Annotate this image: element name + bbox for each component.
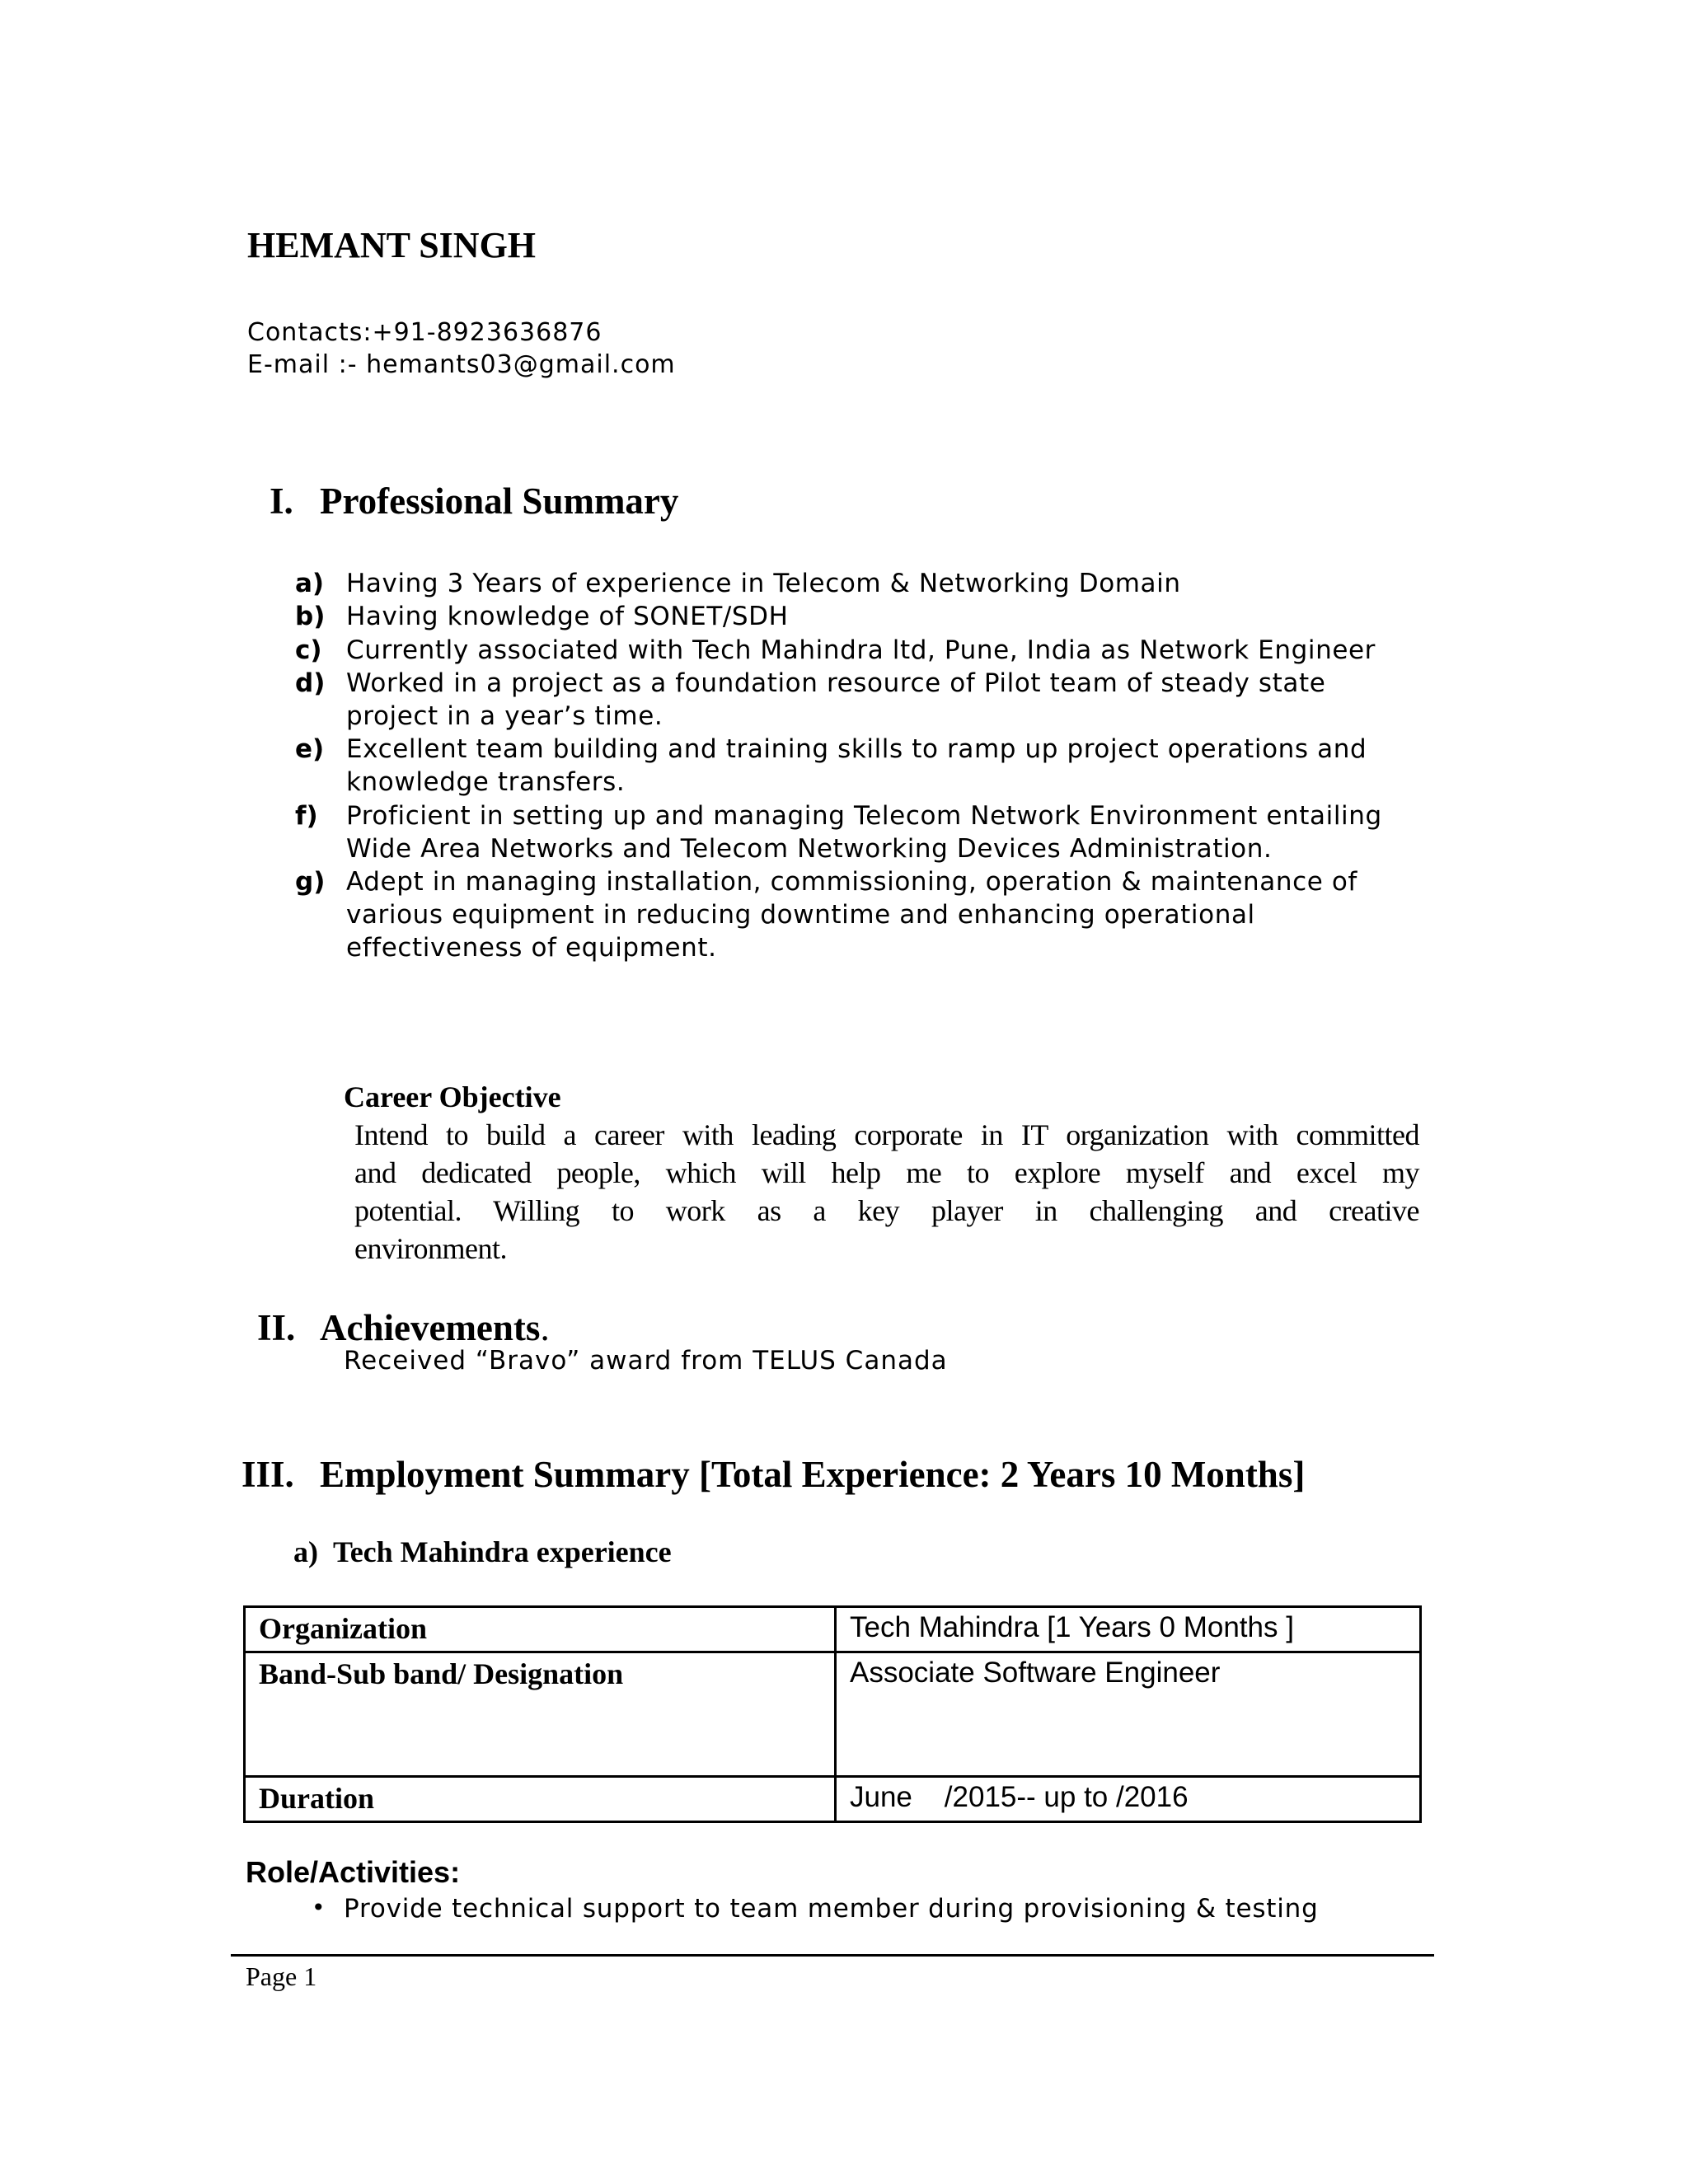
bullet-icon: • [312, 1894, 326, 1921]
achievement-text: Received “Bravo” award from TELUS Canada [344, 1346, 948, 1376]
item-text: Having 3 Years of experience in Telecom & Networking Domain [346, 569, 1181, 598]
item-text: project in a year’s time. [346, 701, 663, 731]
item-label: a) [295, 569, 325, 598]
item-label: e) [295, 734, 325, 764]
item-text: Proficient in setting up and managing Telecom Network Environment entailing [346, 801, 1382, 831]
table-row [245, 1607, 1421, 1652]
section-title-suffix: . [540, 1307, 550, 1348]
duration-value: June /2015-- up to /2016 [836, 1777, 1421, 1822]
item-text: knowledge transfers. [346, 767, 626, 797]
section-numeral: II. [257, 1307, 296, 1348]
role-activities-title: Role/Activities: [246, 1855, 461, 1889]
footer-divider [231, 1954, 1434, 1957]
section-title: Professional Summary [320, 480, 679, 522]
candidate-name: HEMANT SINGH [247, 225, 537, 265]
career-objective-title: Career Objective [344, 1080, 561, 1113]
item-label: d) [295, 668, 326, 698]
item-text: Excellent team building and training skills to ramp up project operations and [346, 734, 1367, 764]
section-numeral: I. [270, 480, 293, 522]
subheading-label: a) [293, 1535, 318, 1568]
career-objective-line: and dedicated people, which will help me to explore myself and excel my [354, 1156, 1419, 1189]
item-label: g) [295, 867, 326, 897]
table-row [245, 1777, 1421, 1822]
table-row [245, 1652, 1421, 1777]
contact-phone: Contacts:+91-8923636876 [247, 318, 603, 347]
page-number: Page 1 [246, 1961, 317, 1991]
contact-email: E-mail :- hemants03@gmail.com [247, 350, 676, 379]
item-text: Wide Area Networks and Telecom Networking Devices Administration. [346, 834, 1273, 864]
career-objective-line: environment. [354, 1232, 507, 1265]
item-label: b) [295, 602, 326, 631]
career-objective-line: potential. Willing to work as a key player in challenging and creative [354, 1194, 1419, 1227]
role-activity-item: Provide technical support to team member during provisioning & testing [344, 1894, 1319, 1924]
item-text: effectiveness of equipment. [346, 933, 717, 963]
designation-value: Associate Software Engineer [836, 1652, 1421, 1777]
section-title: Achievements [320, 1307, 541, 1348]
employment-table [243, 1605, 1422, 1823]
section-title: Employment Summary [Total Experience: 2 Years 10 Months] [320, 1454, 1306, 1495]
item-text: various equipment in reducing downtime and enhancing operational [346, 900, 1255, 930]
item-text: Adept in managing installation, commissioning, operation & maintenance of [346, 867, 1357, 897]
organization-label: Organization [245, 1607, 836, 1652]
section-numeral: III. [241, 1454, 294, 1495]
designation-label: Band-Sub band/ Designation [245, 1652, 836, 1777]
duration-label: Duration [245, 1777, 836, 1822]
item-label: f) [295, 801, 318, 831]
item-text: Having knowledge of SONET/SDH [346, 602, 789, 631]
item-text: Currently associated with Tech Mahindra ltd, Pune, India as Network Engineer [346, 635, 1376, 665]
organization-value: Tech Mahindra [1 Years 0 Months ] [836, 1607, 1421, 1652]
item-label: c) [295, 635, 322, 665]
employer-subheading [293, 1535, 672, 1569]
subheading-title: Tech Mahindra experience [333, 1535, 672, 1568]
career-objective-line: Intend to build a career with leading corporate in IT organization with committed [354, 1118, 1419, 1151]
item-text: Worked in a project as a foundation resource of Pilot team of steady state [346, 668, 1326, 698]
